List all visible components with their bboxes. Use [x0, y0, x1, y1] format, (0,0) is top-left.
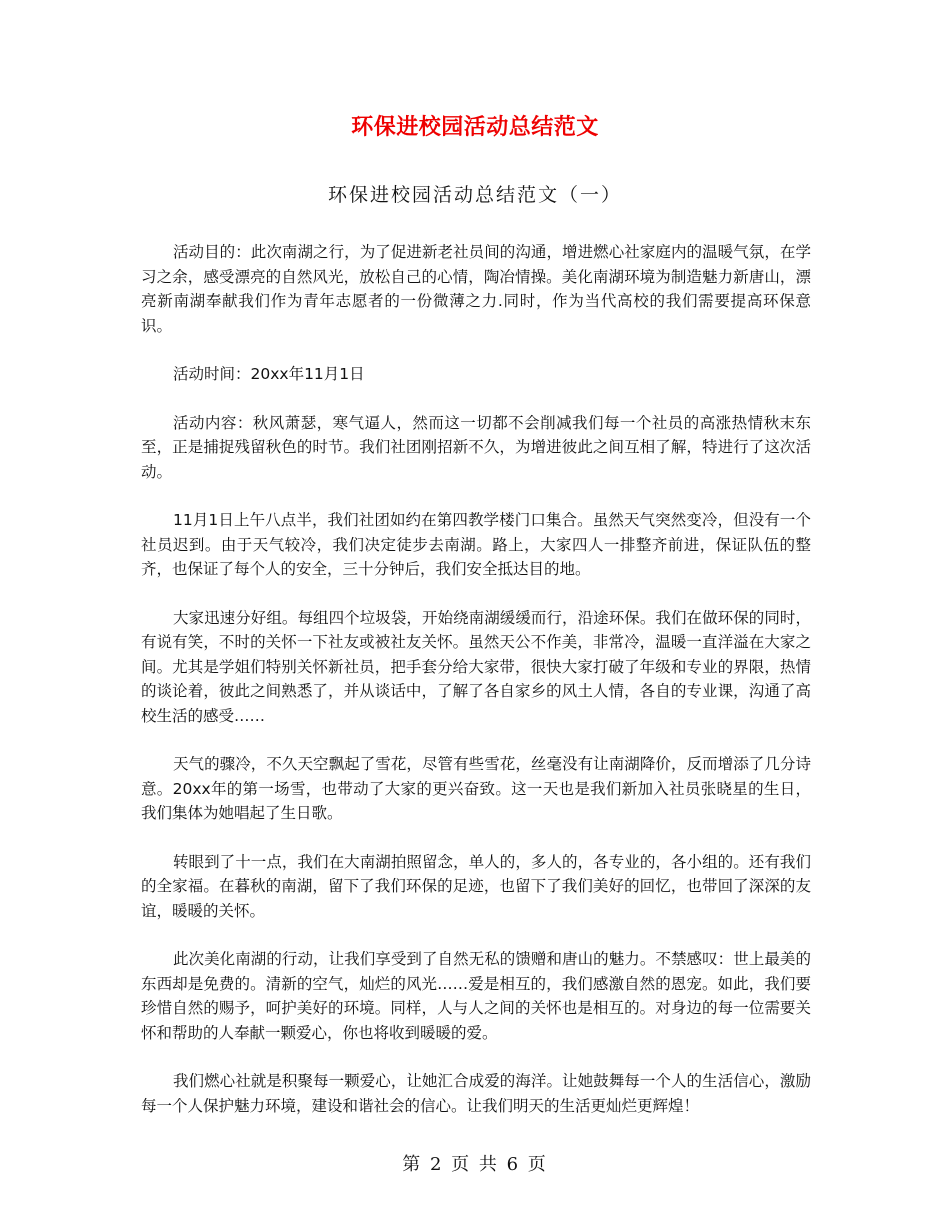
- paragraph-photos: 转眼到了十一点，我们在大南湖拍照留念，单人的，多人的，各专业的，各小组的。还有我们的全家福。在暮秋的南湖，留下了我们环保的足迹，也留下了我们美好的回忆，也带回了深深的友谊，暖暖的关怀。: [141, 852, 811, 920]
- document-body: [141, 240, 811, 1142]
- paragraph-content: 活动内容：秋风萧瑟，寒气逼人，然而这一切都不会削减我们每一个社员的高涨热情秋末东至，正是捕捉残留秋色的时节。我们社团刚招新不久，为增进彼此之间互相了解，特进行了这次活动。: [141, 413, 811, 481]
- paragraph-time: 活动时间：20xx年11月1日: [173, 365, 365, 383]
- paragraph-snow: 天气的骤冷，不久天空飘起了雪花，尽管有些雪花，丝毫没有让南湖降价，反而增添了几分诗意。20xx年的第一场雪，也带动了大家的更兴奋致。这一天也是我们新加入社员张晓星的生日，我们集体为她唱起了生日歌。: [141, 755, 811, 822]
- paragraph-purpose: 活动目的：此次南湖之行，为了促进新老社员间的沟通，增进燃心社家庭内的温暖气氛，在学习之余，感受漂亮的自然风光，放松自己的心情，陶冶情操。美化南湖环境为制造魅力新唐山，漂亮新南湖奉献我们作为青年志愿者的一份微薄之力.同时，作为当代高校的我们需要提高环保意识。: [141, 243, 811, 335]
- paragraph-groups: 大家迅速分好组。每组四个垃圾袋，开始绕南湖缓缓而行，沿途环保。我们在做环保的同时，有说有笑，不时的关怀一下社友或被社友关怀。虽然天公不作美，非常冷，温暖一直洋溢在大家之间。尤其是学姐们特别关怀新社员，把手套分给大家带，很快大家打破了年级和专业的界限，热情的谈论着，彼此之间熟悉了，并从谈话中，了解了各自家乡的风土人情，各自的专业课，沟通了高校生活的感受……: [141, 608, 811, 725]
- paragraph-gathering: 11月1日上午八点半，我们社团如约在第四教学楼门口集合。虽然天气突然变冷，但没有一个社员迟到。由于天气较冷，我们决定徒步去南湖。路上，大家四人一排整齐前进，保证队伍的整齐，也保证了每个人的安全，三十分钟后，我们安全抵达目的地。: [141, 511, 811, 578]
- document-title: 环保进校园活动总结范文: [351, 115, 599, 140]
- paragraph-reflection: 此次美化南湖的行动，让我们享受到了自然无私的馈赠和唐山的魅力。不禁感叹：世上最美的东西却是免费的。清新的空气，灿烂的风光……爱是相互的，我们感激自然的恩宠。如此，我们要珍惜自然的赐予，呵护美好的环境。同样，人与人之间的关怀也是相互的。对身边的每一位需要关怀和帮助的人奉献一颗爱心，你也将收到暖暖的爱。: [141, 950, 811, 1042]
- document-subtitle: 环保进校园活动总结范文（一）: [327, 184, 622, 206]
- page-number-footer: 第 2 页 共 6 页: [402, 1154, 548, 1175]
- paragraph-closing: 我们燃心社就是积聚每一颗爱心，让她汇合成爱的海洋。让她鼓舞每一个人的生活信心，激励每一个人保护魅力环境，建设和谐社会的信心。让我们明天的生活更灿烂更辉煌！: [141, 1072, 811, 1115]
